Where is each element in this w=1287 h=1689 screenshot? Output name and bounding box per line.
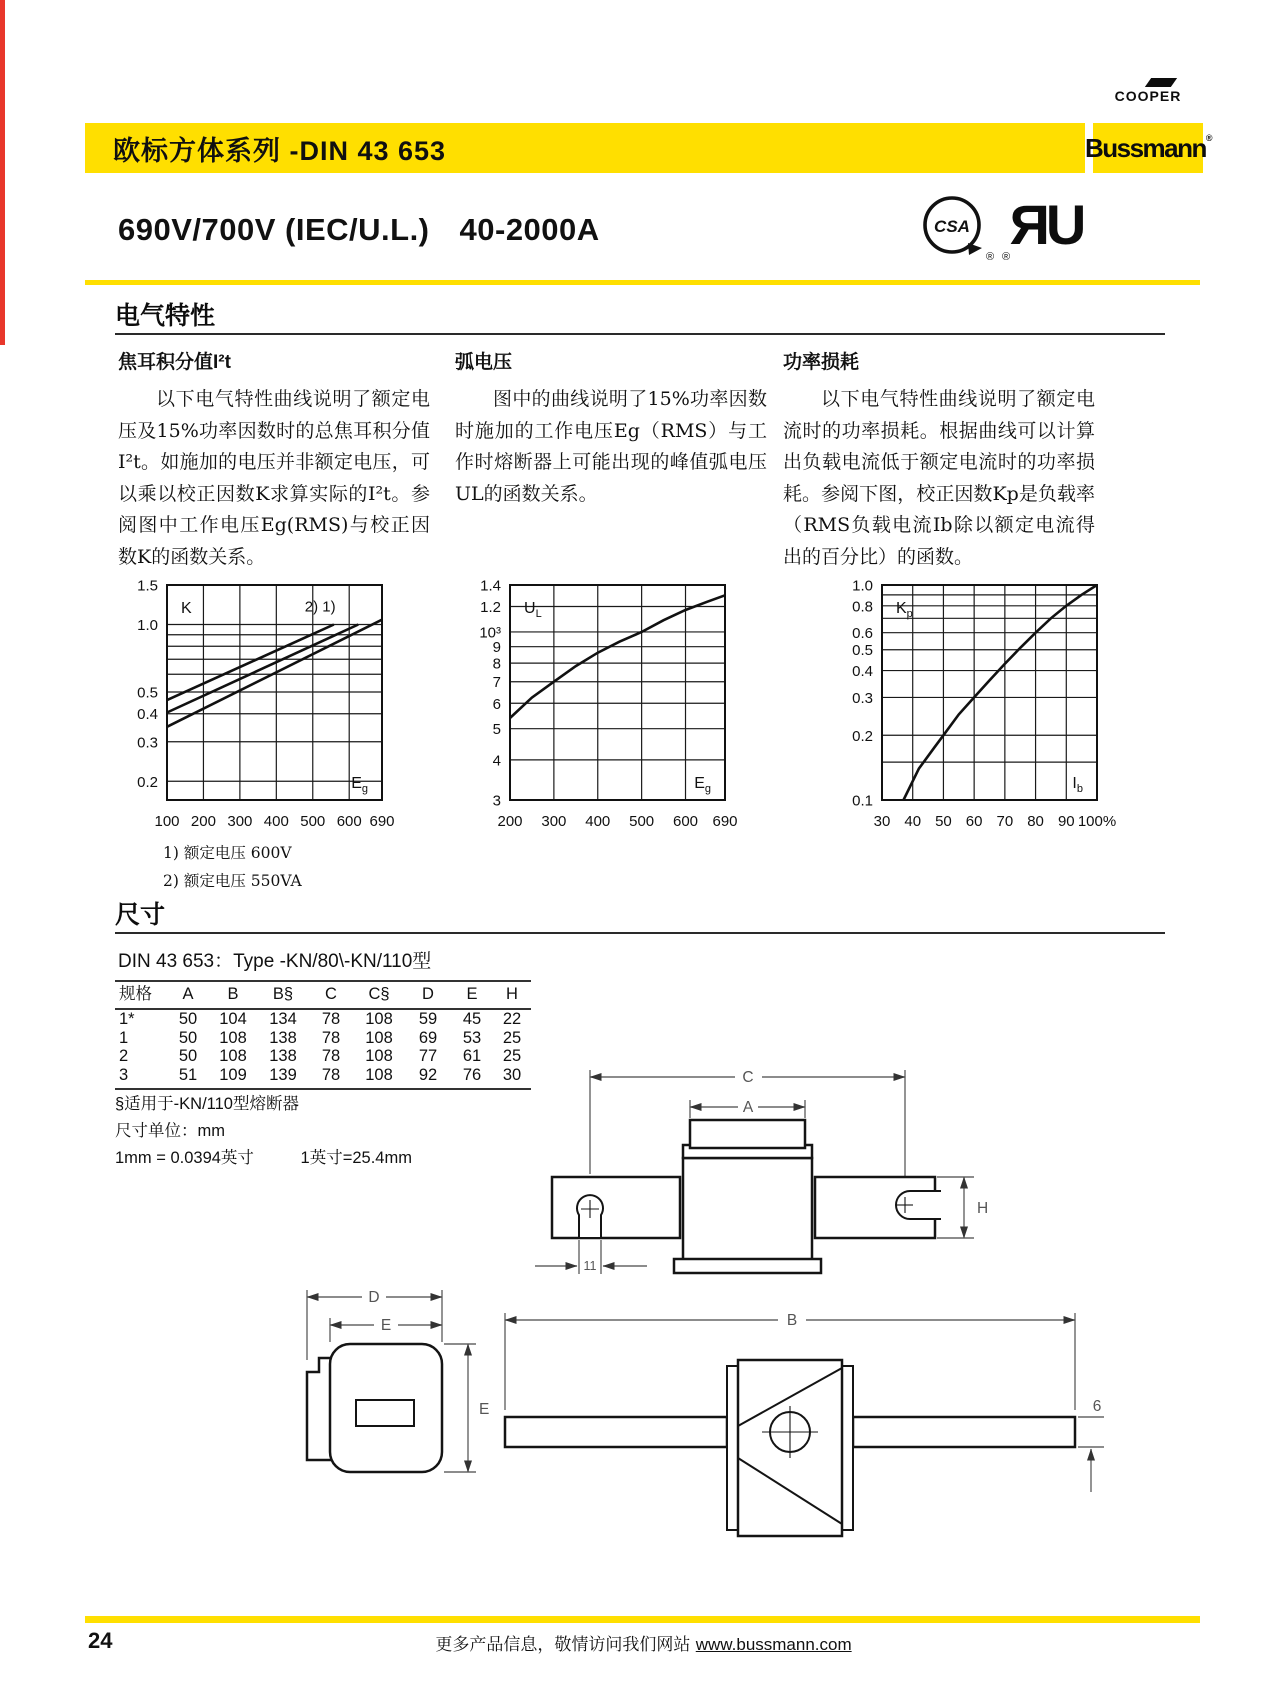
table-cell: 138: [269, 1028, 297, 1047]
x-tick-label: 600: [672, 813, 699, 830]
blade-slot: [356, 1400, 414, 1426]
e-dimension-horizontal: [330, 1317, 442, 1342]
x-tick-label: 70: [996, 813, 1014, 830]
top-cap: [690, 1120, 805, 1148]
x-tick-label: 690: [712, 813, 738, 830]
svg-text:®: ®: [986, 251, 995, 263]
table-cell: 76: [451, 1066, 493, 1090]
right-blade: [853, 1417, 1075, 1447]
footer-text: [0, 1630, 1287, 1655]
mounting-tab: [307, 1358, 332, 1460]
y-tick-label: 1.0: [137, 616, 158, 634]
y-tick-label: 4: [492, 752, 501, 770]
table-cell: 108: [219, 1047, 247, 1065]
y-tick-label: 3: [492, 792, 501, 810]
y-tick-label: 1.2: [480, 599, 501, 617]
column-heading: 功率损耗: [783, 352, 860, 373]
series-line: [510, 595, 725, 718]
note-conversion: [115, 1144, 412, 1168]
x-tick-label: 500: [300, 813, 326, 830]
table-cell: 108: [353, 1066, 405, 1090]
table-cell: 139: [257, 1066, 309, 1090]
page-number: 24: [88, 1628, 113, 1653]
series-line: [167, 625, 334, 701]
column-header: B§: [257, 981, 309, 1009]
axis-label: K: [181, 600, 192, 617]
csa-certification-icon: [912, 190, 996, 268]
registered-mark: ®: [1205, 132, 1212, 143]
x-tick-label: 300: [541, 813, 567, 830]
page-edge-red-stripe: [0, 0, 5, 345]
table-cell: 78: [321, 1010, 341, 1028]
blade-thickness-dimension: [1078, 1398, 1104, 1492]
table-cell: 51: [167, 1066, 209, 1090]
column-arc-voltage: [455, 347, 767, 510]
x-tick-label: 200: [497, 813, 523, 830]
table-cell: 1: [119, 1028, 129, 1047]
table-cell: 45: [462, 1010, 482, 1028]
dim-label-c: C: [742, 1069, 754, 1086]
x-tick-label: 90: [1057, 813, 1075, 830]
table-cell: 3: [115, 1066, 167, 1090]
y-tick-label: 1.4: [480, 577, 501, 595]
x-tick-label: 100: [154, 813, 180, 830]
column-body: 以下电气特性曲线说明了额定电压及15%功率因数时的总焦耳积分值I²t。如施加的电压并非额定电压，可以乘以校正因数K求算实际的I²t。参阅图中工作电压Eg(RMS)与校正因数K的函数关系。: [118, 388, 430, 568]
y-tick-label: 0.6: [852, 625, 873, 643]
bussmann-logo: [1084, 123, 1212, 173]
h-dimension: [937, 1177, 988, 1238]
table-cell: 109: [209, 1066, 257, 1090]
y-tick-label: 0.3: [852, 689, 873, 707]
x-tick-label: 200: [190, 813, 216, 830]
note-conversion-inch: 1英寸=25.4mm: [300, 1149, 412, 1167]
current-range: 40-2000A: [459, 212, 600, 247]
dim-label-h: H: [977, 1200, 989, 1217]
axis-label: $E_g$: [351, 775, 368, 795]
table-row: [115, 1009, 531, 1029]
table-cell: 104: [219, 1010, 247, 1028]
dim-label-e: E: [380, 1317, 392, 1334]
svg-text:ЯU: ЯU: [1009, 193, 1083, 256]
column-heading: 焦耳积分值I²t: [118, 352, 231, 373]
cooper-logo-text: COOPER: [1114, 88, 1182, 104]
section-rule: [115, 333, 1165, 335]
column-header: D: [405, 981, 451, 1009]
y-tick-label: 0.1: [852, 792, 873, 810]
y-tick-label: 8: [492, 655, 501, 673]
footer-divider: [85, 1616, 1200, 1623]
column-header: A: [167, 981, 209, 1009]
x-tick-label: 300: [227, 813, 253, 830]
dim-label-b: B: [786, 1312, 798, 1329]
x-tick-label: 400: [263, 813, 289, 830]
side-view-body: [505, 1360, 1075, 1536]
axis-label: $K_p$: [896, 600, 913, 620]
left-blade: [505, 1417, 727, 1447]
x-tick-label: 100%: [1077, 813, 1117, 830]
column-heading: 弧电压: [455, 352, 513, 373]
y-tick-label: 0.2: [137, 773, 158, 791]
axis-label: $I_b$: [1072, 775, 1083, 795]
dim-label-d: D: [368, 1289, 380, 1306]
svg-text:CSA: CSA: [934, 217, 970, 236]
table-cell: 50: [178, 1047, 198, 1065]
y-tick-label: 0.4: [852, 663, 873, 681]
y-tick-label: 9: [492, 639, 501, 657]
column-header: B: [209, 981, 257, 1009]
table-cell: 108: [219, 1028, 247, 1047]
bussmann-logo-text: Bussmann®: [1084, 132, 1212, 163]
y-tick-label: 0.8: [852, 598, 873, 616]
table-cell: 22: [502, 1010, 522, 1028]
y-tick-label: 10³: [479, 624, 501, 642]
y-tick-label: 6: [492, 695, 501, 713]
x-tick-label: 30: [873, 813, 891, 830]
table-cell: 78: [309, 1066, 353, 1090]
table-header-row: [115, 981, 531, 1009]
axis-label: $U_L$: [524, 600, 542, 620]
note-conversion-mm: 1mm = 0.0394英寸: [115, 1149, 254, 1167]
y-tick-label: 0.5: [852, 642, 873, 660]
table-cell: 50: [178, 1010, 198, 1028]
table-cell: 78: [321, 1047, 341, 1065]
ul-certification-icon: [996, 186, 1096, 266]
x-tick-label: 600: [336, 813, 362, 830]
y-tick-label: 0.5: [137, 684, 158, 702]
table-cell: 108: [365, 1010, 393, 1028]
curve-annotation: 2) 1): [304, 598, 336, 616]
table-cell: 30: [493, 1066, 531, 1090]
fuse-front-view-drawing: [490, 1062, 1050, 1292]
din-type-line: DIN 43 653：Type -KN/80\-KN/110型: [118, 951, 432, 972]
series-line: [904, 585, 1098, 800]
x-tick-label: 50: [935, 813, 952, 830]
x-tick-label: 60: [965, 813, 983, 830]
column-header: H: [493, 981, 531, 1009]
dimension-table: [115, 980, 531, 1090]
table-cell: 69: [418, 1028, 438, 1047]
table-cell: 61: [462, 1047, 482, 1065]
table-cell: 134: [269, 1010, 297, 1028]
fuse-body-front: [552, 1120, 935, 1273]
table-cell: 92: [405, 1066, 451, 1090]
dim-label-e-vertical: E: [479, 1401, 490, 1418]
column-header: E: [451, 981, 493, 1009]
table-cell: 25: [502, 1028, 522, 1047]
y-tick-label: 1.5: [137, 577, 158, 595]
left-blade: [552, 1177, 680, 1238]
x-tick-label: 690: [369, 813, 395, 830]
table-row: [115, 1047, 531, 1066]
column-body: 图中的曲线说明了15%功率因数时施加的工作电压Eg（RMS）与工作时熔断器上可能出现的峰值弧电压UL的函数关系。: [455, 388, 767, 505]
cooper-flag-icon: [1145, 78, 1177, 87]
table-cell: 53: [462, 1028, 482, 1047]
header-bar: [85, 123, 1085, 173]
section-rule: [115, 932, 1165, 934]
yellow-divider: [85, 280, 1200, 285]
table-cell: 50: [178, 1028, 198, 1047]
column-power-loss: [783, 347, 1095, 573]
table-cell: 108: [365, 1047, 393, 1065]
column-header: C: [309, 981, 353, 1009]
fuse-side-view-drawing: [490, 1300, 1130, 1550]
table-row: [115, 1066, 531, 1090]
table-cell: 138: [269, 1047, 297, 1065]
a-dimension: [690, 1099, 805, 1118]
series-title: 欧标方体系列 -DIN 43 653: [113, 135, 447, 166]
table-cell: 108: [365, 1028, 393, 1047]
table-cell: 2: [119, 1047, 129, 1065]
keyhole-slot: [577, 1195, 603, 1238]
chart-footnote-1: 1) 额定电压 600V: [163, 844, 292, 862]
e-dimension-vertical: [444, 1344, 489, 1472]
y-tick-label: 0.2: [852, 727, 873, 745]
fork-slot: [896, 1191, 941, 1219]
dim-label-thickness: 6: [1092, 1398, 1102, 1415]
table-cell: 1*: [119, 1010, 135, 1028]
column-joule-integral: [118, 347, 430, 573]
slot-width-dimension: [535, 1240, 647, 1274]
note-applicability: §适用于-KN/110型熔断器: [115, 1095, 299, 1113]
y-tick-label: 5: [492, 721, 501, 739]
table-cell: 78: [321, 1028, 341, 1047]
bottom-flange: [674, 1259, 821, 1273]
series-line: [167, 625, 358, 713]
power-loss-chart: [820, 573, 1140, 873]
cooper-logo: [1093, 88, 1203, 106]
section-title-dimensions: 尺寸: [115, 901, 166, 929]
y-tick-label: 0.3: [137, 734, 158, 752]
dim-label-a: A: [742, 1099, 754, 1116]
end-view-body: [307, 1344, 442, 1472]
k-factor-chart: [105, 573, 425, 873]
column-header: C§: [353, 981, 405, 1009]
table-cell: 25: [502, 1047, 522, 1065]
x-tick-label: 400: [585, 813, 611, 830]
y-tick-label: 7: [492, 674, 501, 692]
svg-text:®: ®: [1002, 251, 1011, 263]
arc-voltage-chart: [448, 573, 768, 873]
section-title-electrical: 电气特性: [115, 302, 216, 330]
table-cell: 59: [418, 1010, 438, 1028]
voltage-rating: 690V/700V (IEC/U.L.): [118, 212, 430, 247]
page-title: [118, 212, 600, 248]
footer-message: 更多产品信息，敬情访问我们网站: [435, 1635, 696, 1655]
column-body: 以下电气特性曲线说明了额定电流时的功率损耗。根据曲线可以计算出负载电流低于额定电流时的功率损耗。参阅下图，校正因数Kp是负载率（RMS负载电流Ib除以额定电流得出的百分比）的函数。: [783, 388, 1095, 568]
column-header: 规格: [115, 981, 167, 1009]
table-row: [115, 1029, 531, 1048]
chart-footnote-2: 2) 额定电压 550VA: [163, 872, 302, 890]
website-link[interactable]: www.bussmann.com: [695, 1635, 852, 1654]
table-cell: 77: [418, 1047, 438, 1065]
x-tick-label: 500: [629, 813, 655, 830]
axis-label: $E_g$: [694, 775, 711, 795]
y-tick-label: 1.0: [852, 577, 873, 595]
x-tick-label: 80: [1027, 813, 1044, 830]
x-tick-label: 40: [904, 813, 922, 830]
dim-label-slot-width: 11: [583, 1259, 597, 1273]
y-tick-label: 0.4: [137, 706, 158, 724]
note-units: 尺寸单位：mm: [115, 1122, 225, 1140]
